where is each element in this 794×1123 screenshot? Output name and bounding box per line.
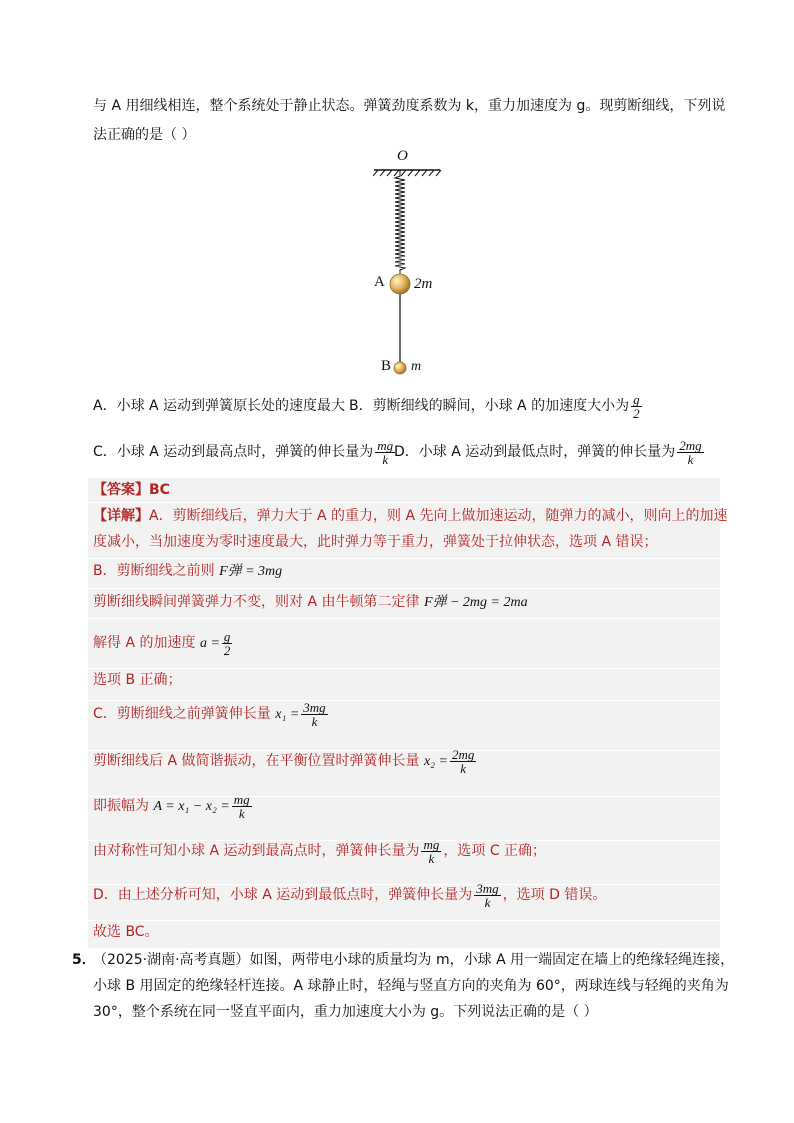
option-c: C．小球 A 运动到最高点时，弹簧的伸长量为 $\frac{mg}{k}$ bbox=[93, 437, 394, 467]
detail-b-line4: 选项 B 正确； bbox=[93, 672, 182, 688]
detail-b-line2: 剪断细线瞬间弹簧弹力不变，则对 A 由牛顿第二定律 F弹 − 2mg = 2ma bbox=[93, 594, 528, 610]
detail-c-line2: 剪断细线后 A 做简谐振动，在平衡位置时弹簧伸长量 x₂ = $\frac{2mg}{k}$ bbox=[93, 746, 475, 776]
detail-d-line1: D．由上述分析可知，小球 A 运动到最低点时，弹簧伸长量为 $\frac{3mg}{k}$ ，选项 D 错误。 bbox=[93, 880, 607, 910]
ball-a-label: A bbox=[374, 274, 385, 290]
spring-diagram bbox=[360, 148, 450, 378]
answer-label: 【答案】BC bbox=[93, 482, 170, 498]
point-o-label: O bbox=[397, 148, 408, 164]
detail-c-line1: C．剪断细线之前弹簧伸长量 x₁ = $\frac{3mg}{k}$ bbox=[93, 699, 326, 729]
next-question-line3: 30°，整个系统在同一竖直平面内，重力加速度大小为 g。下列说法正确的是（ ） bbox=[93, 1004, 598, 1020]
option-b: B．剪断细线的瞬间，小球 A 的加速度大小为 $\frac{g}{2}$ bbox=[349, 391, 640, 421]
option-d: D．小球 A 运动到最低点时，弹簧的伸长量为 $\frac{2mg}{k}$ bbox=[394, 437, 702, 467]
detail-a-line1: 【详解】A．剪断细线后，弹力大于 A 的重力，则 A 先向上做加速运动，随弹力的减小，则向上的加速 bbox=[93, 508, 728, 524]
ball-b-label: B bbox=[381, 358, 392, 374]
ball-b bbox=[394, 362, 406, 374]
option-a: A．小球 A 运动到弹簧原长处的速度最大 bbox=[93, 398, 346, 414]
detail-b-line3: 解得 A 的加速度 a = $\frac{g}{2}$ bbox=[93, 628, 231, 658]
spring-figure bbox=[360, 148, 450, 382]
next-question-line2: 小球 B 用固定的绝缘轻杆连接。A 球静止时，轻绳与竖直方向的夹角为 60°，两球连线与轻绳的夹角为 bbox=[93, 978, 729, 994]
question-intro-line2: 法正确的是（ ） bbox=[93, 127, 196, 143]
detail-c-line3: 即振幅为 A = x₁ − x₂ = $\frac{mg}{k}$ bbox=[93, 791, 250, 821]
next-question-line1: （2025·湖南·高考真题）如图，两带电小球的质量均为 m，小球 A 用一端固定在墙上的绝缘轻绳连接， bbox=[93, 952, 735, 968]
detail-a-line2: 度减小，当加速度为零时速度最大，此时弹力等于重力，弹簧处于拉伸状态，选项 A 错误； bbox=[93, 534, 658, 550]
ball-b-mass: m bbox=[411, 359, 422, 374]
detail-c-line4: 由对称性可知小球 A 运动到最高点时，弹簧伸长量为 $\frac{mg}{k}$ ，选项 C 正确； bbox=[93, 836, 547, 866]
detail-b-line1: B．剪断细线之前则 F弹 = 3mg bbox=[93, 563, 283, 579]
next-question-number: 5． bbox=[72, 952, 96, 968]
question-intro-line1: 与 A 用细线相连，整个系统处于静止状态。弹簧劲度系数为 k，重力加速度为 g。现剪断细线，下列说 bbox=[93, 98, 726, 114]
ball-a-mass: 2m bbox=[414, 276, 433, 292]
detail-final: 故选 BC。 bbox=[93, 924, 159, 940]
ball-a bbox=[390, 274, 410, 294]
